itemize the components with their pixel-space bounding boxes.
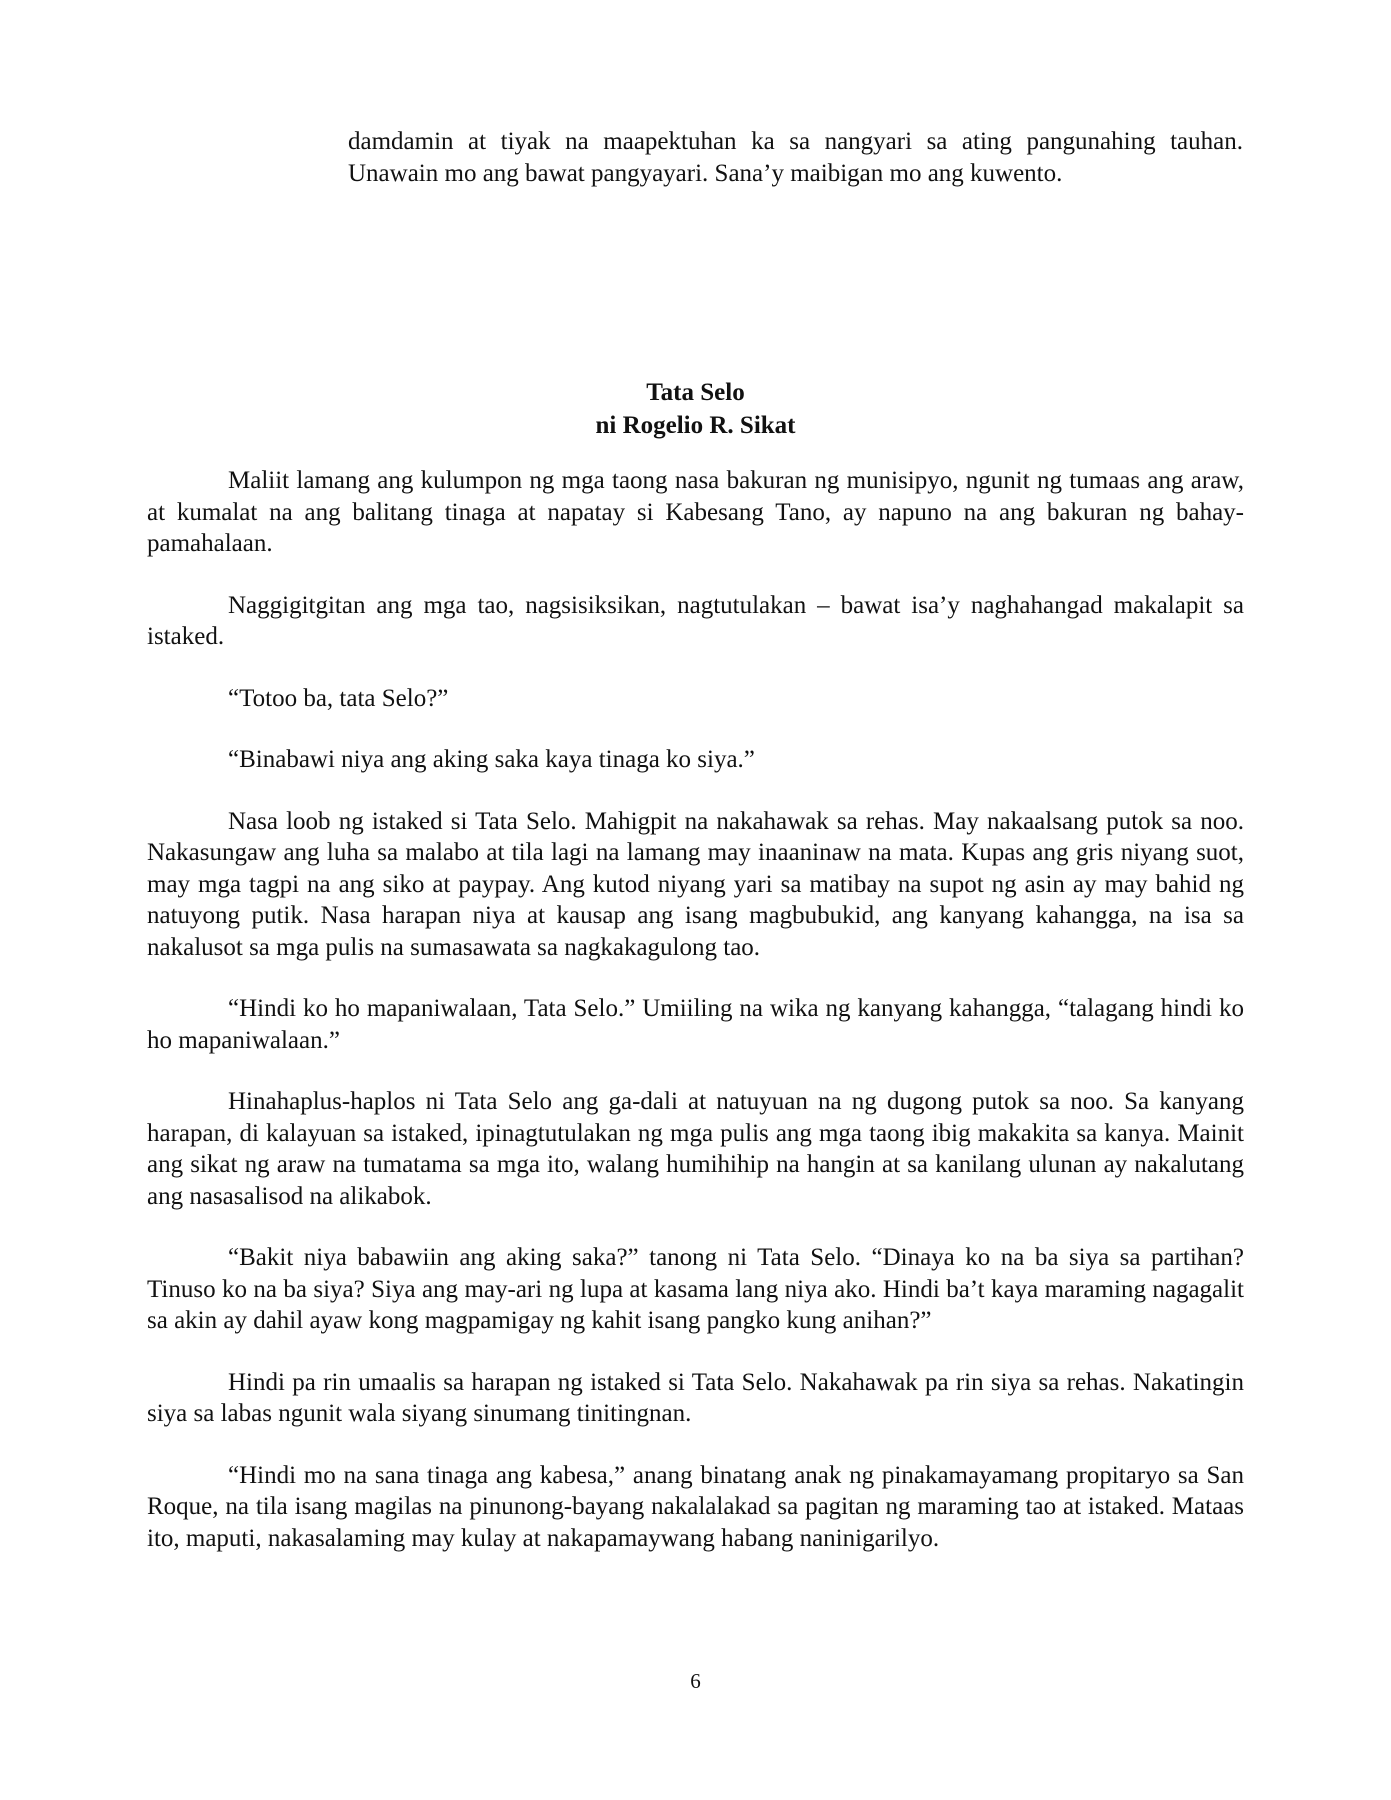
story-paragraph: “Totoo ba, tata Selo?” [228,684,449,712]
story-body [147,465,1244,1584]
story-paragraph: “Bakit niya babawiin ang aking saka?” tanong ni Tata Selo. “Dinaya ko na ba siya sa partihan? Tinuso ko na ba siya? Siya ang may-ari ng lupa at kasama lang niya ako. Hindi ba’t kaya maraming nagagalit sa akin ay dahil ayaw kong magpamigay ng kahit isang pangko kung anihan?” [147,1244,1244,1334]
story-title: Tata Selo [646,379,745,406]
story-paragraph: “Hindi ko ho mapaniwalaan, Tata Selo.” Umiiling na wika ng kanyang kahangga, “talagang hindi ko ho mapaniwalaan.” [147,995,1244,1054]
story-heading [0,376,1391,442]
story-author: ni Rogelio R. Sikat [595,412,796,439]
story-paragraph: Maliit lamang ang kulumpon ng mga taong nasa bakuran ng munisipyo, ngunit ng tumaas ang araw, at kumalat na ang balitang tinaga at napatay si Kabesang Tano, ay napuno na ang bakuran ng bahay-pamahalaan. [147,467,1244,557]
intro-line: damdamin at tiyak na maapektuhan ka sa nangyari sa ating pangunahing tauhan. [348,128,1243,155]
page-number: 6 [690,1669,701,1693]
story-paragraph: Hinahaplus-haplos ni Tata Selo ang ga-dali at natuyuan na ng dugong putok sa noo. Sa kanyang harapan, di kalayuan sa istaked, ipinagtutulakan ng mga pulis ang mga taong ibig makakita sa kanya. Mainit ang sikat ng araw na tumatama sa mga ito, walang humihihip na hangin at sa kanilang ulunan ay nakalutang ang nasasalisod na alikabok. [147,1088,1244,1210]
intro-line: Unawain mo ang bawat pangyayari. Sana’y maibigan mo ang kuwento. [348,160,1063,187]
story-paragraph: “Binabawi niya ang aking saka kaya tinaga ko siya.” [228,746,755,773]
intro-paragraph [348,126,1243,190]
story-paragraph: Naggigitgitan ang mga tao, nagsisiksikan, nagtutulakan – bawat isa’y naghahangad makalapit sa istaked. [147,591,1244,650]
story-paragraph: “Hindi mo na sana tinaga ang kabesa,” anang binatang anak ng pinakamayamang propitaryo sa San Roque, na tila isang magilas na pinunong-bayang nakalalakad sa pagitan ng maraming tao at istaked. Mataas ito, maputi, nakasalaming may kulay at nakapamaywang habang naninigarilyo. [147,1461,1244,1552]
story-paragraph: Nasa loob ng istaked si Tata Selo. Mahigpit na nakahawak sa rehas. May nakaalsang putok sa noo. Nakasungaw ang luha sa malabo at tila lagi na lamang may inaaninaw na mata. Kupas ang gris niyang suot, may mga tagpi na ang siko at paypay. Ang kutod niyang yari sa matibay na supot ng asin ay may bahid ng natuyong putik. Nasa harapan niya at kausap ang isang magbubukid, ang kanyang kahangga, na isa sa nakalusot sa mga pulis na sumasawata sa nagkakagulong tao. [147,807,1244,961]
story-paragraph: Hindi pa rin umaalis sa harapan ng istaked si Tata Selo. Nakahawak pa rin siya sa rehas. Nakatingin siya sa labas ngunit wala siyang sinumang tinitingnan. [147,1368,1244,1427]
